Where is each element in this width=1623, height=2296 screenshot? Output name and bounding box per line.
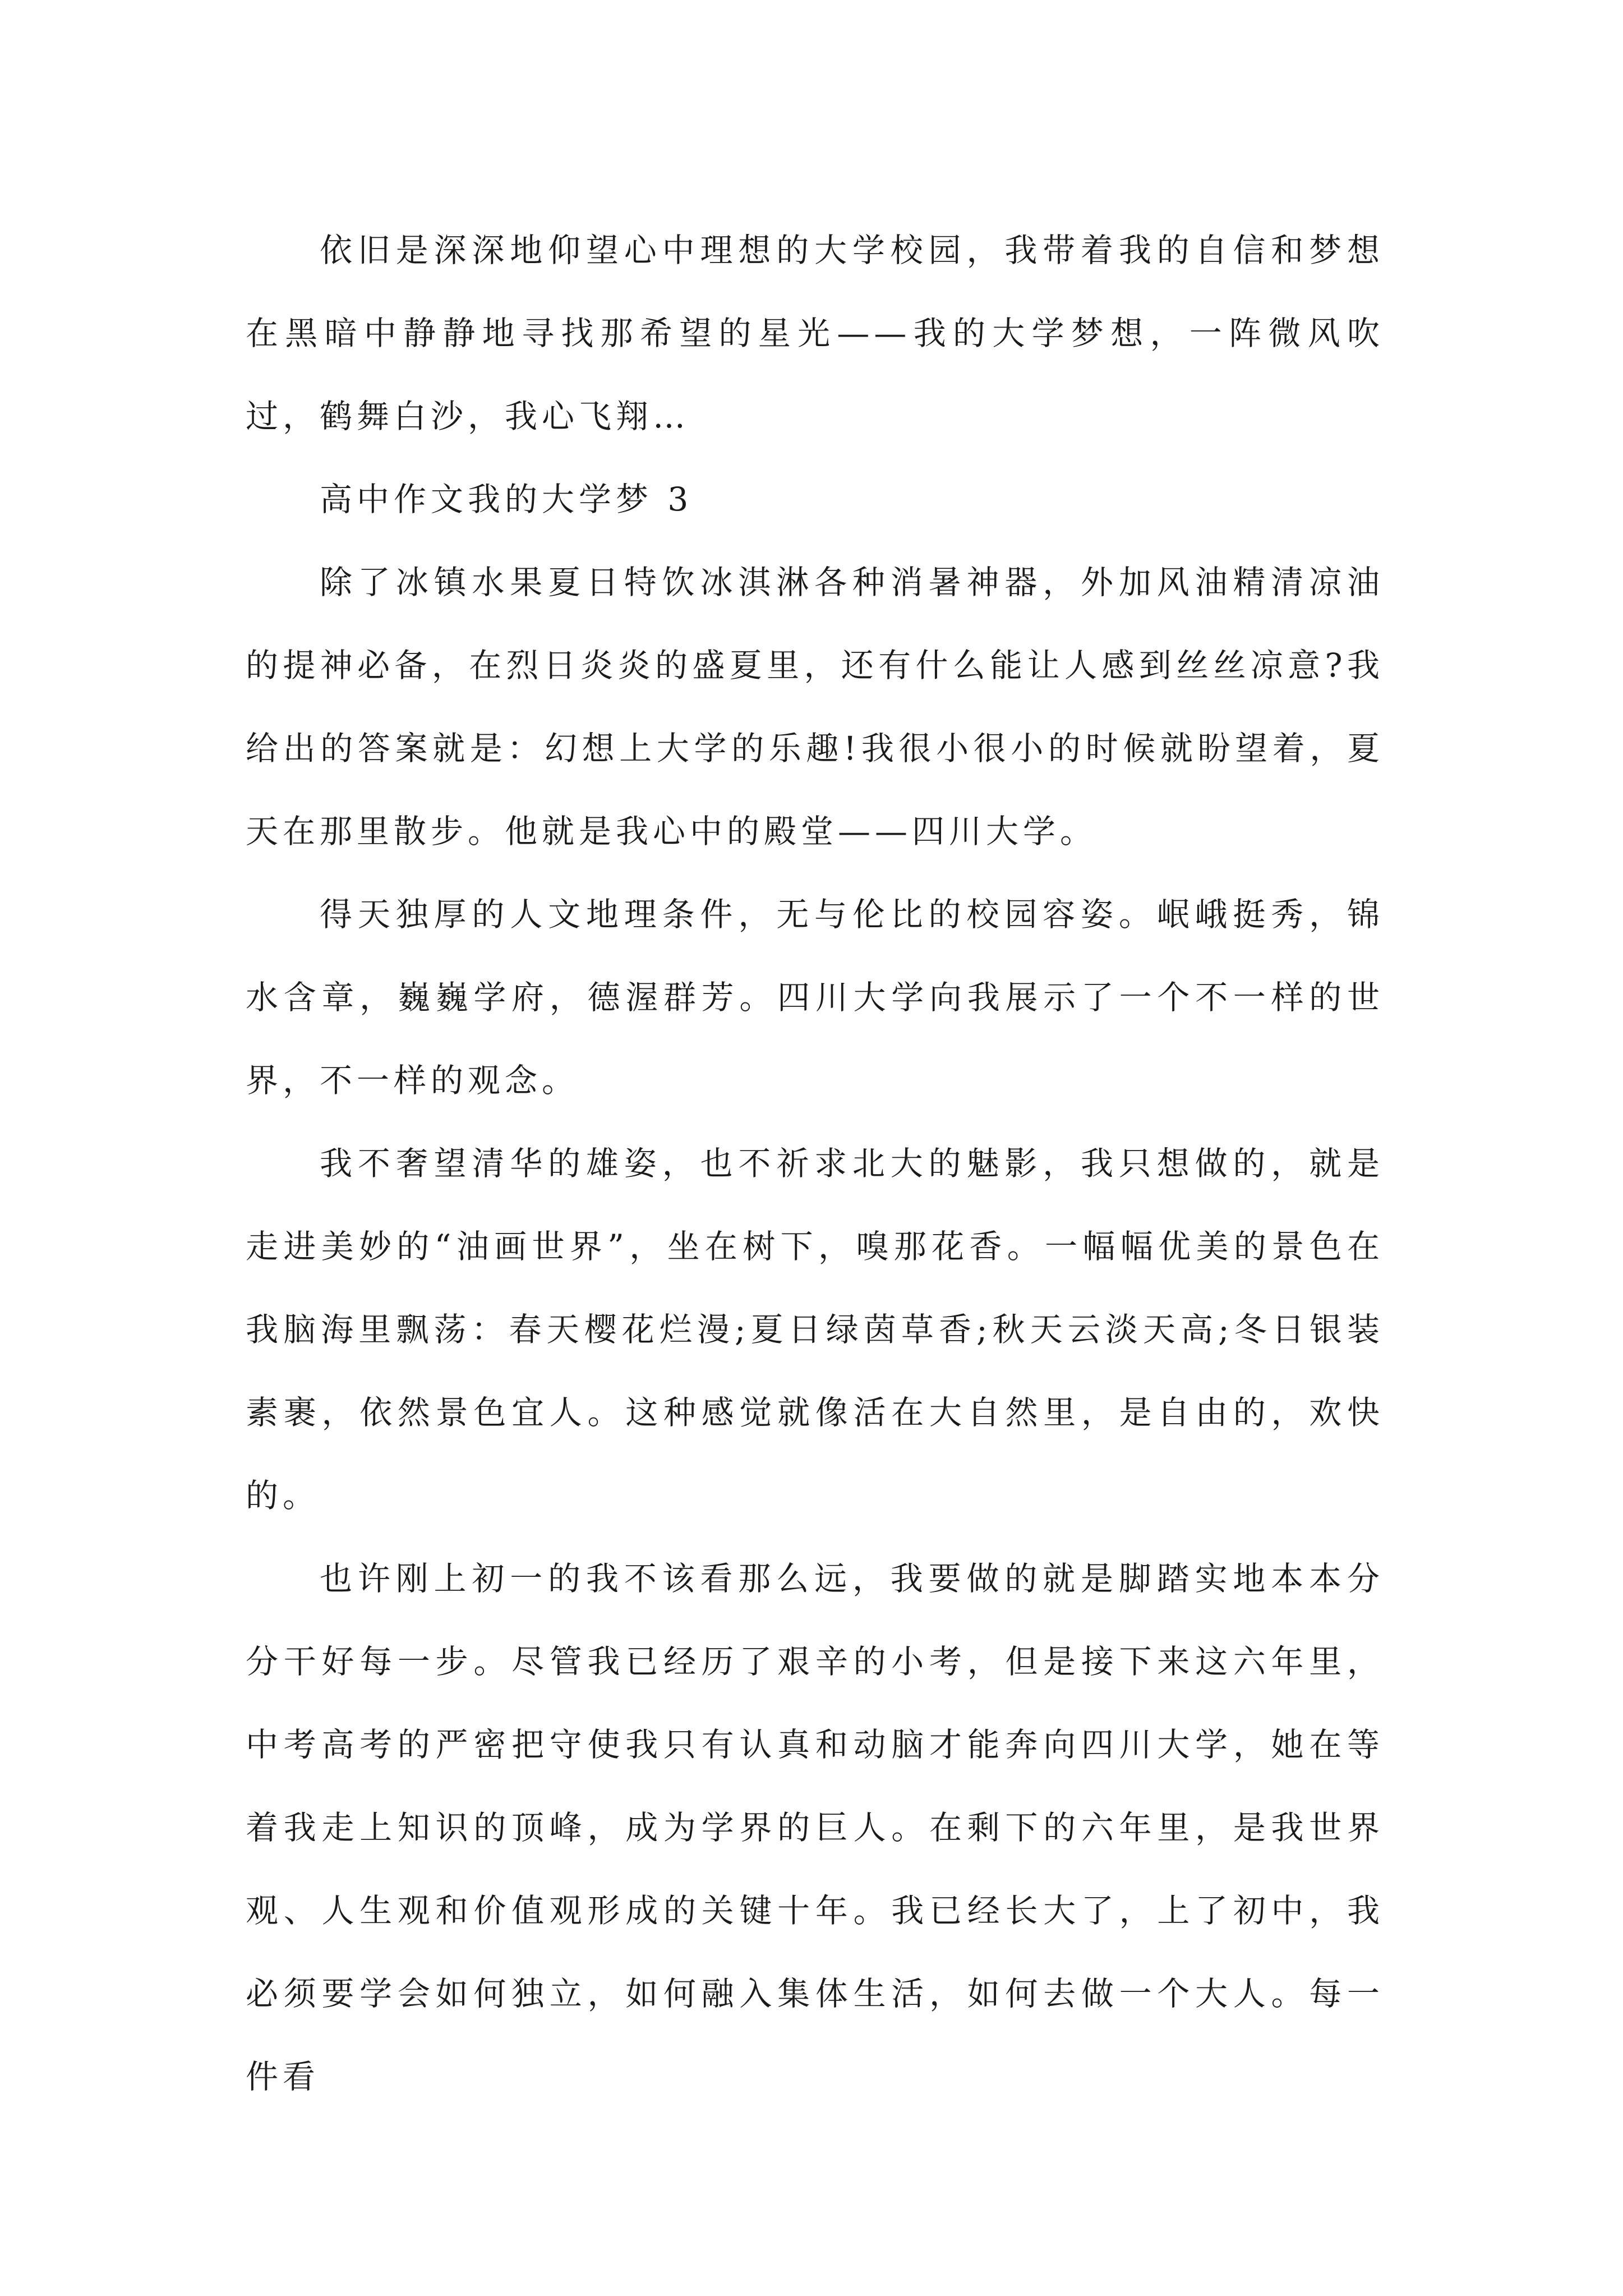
body-text xyxy=(246,209,1384,2118)
paragraph: 依旧是深深地仰望心中理想的大学校园，我带着我的自信和梦想在黑暗中静静地寻找那希望的星光——我的大学梦想，一阵微风吹过，鹤舞白沙，我心飞翔… xyxy=(246,231,1384,435)
paragraph: 除了冰镇水果夏日特饮冰淇淋各种消暑神器，外加风油精清凉油的提神必备，在烈日炎炎的盛夏里，还有什么能让人感到丝丝凉意?我给出的答案就是：幻想上大学的乐趣!我很小很小的时候就盼望着，夏天在那里散步。他就是我心中的殿堂——四川大学。 xyxy=(246,563,1384,850)
paragraph: 得天独厚的人文地理条件，无与伦比的校园容姿。岷峨挺秀，锦水含章，巍巍学府，德渥群芳。四川大学向我展示了一个不一样的世界，不一样的观念。 xyxy=(246,895,1384,1099)
section-title: 高中作文我的大学梦 3 xyxy=(320,480,693,518)
paragraph: 我不奢望清华的雄姿，也不祈求北大的魅影，我只想做的，就是走进美妙的“油画世界”，坐在树下，嗅那花香。一幅幅优美的景色在我脑海里飘荡：春天樱花烂漫;夏日绿茵草香;秋天云淡天高;冬日银装素裹，依然景色宜人。这种感觉就像活在大自然里，是自由的，欢快的。 xyxy=(246,1144,1384,1515)
paragraph: 也许刚上初一的我不该看那么远，我要做的就是脚踏实地本本分分干好每一步。尽管我已经历了艰辛的小考，但是接下来这六年里，中考高考的严密把守使我只有认真和动脑才能奔向四川大学，她在等着我走上知识的顶峰，成为学界的巨人。在剩下的六年里，是我世界观、人生观和价值观形成的关键十年。我已经长大了，上了初中，我必须要学会如何独立，如何融入集体生活，如何去做一个大人。每一件看 xyxy=(246,1559,1384,2096)
